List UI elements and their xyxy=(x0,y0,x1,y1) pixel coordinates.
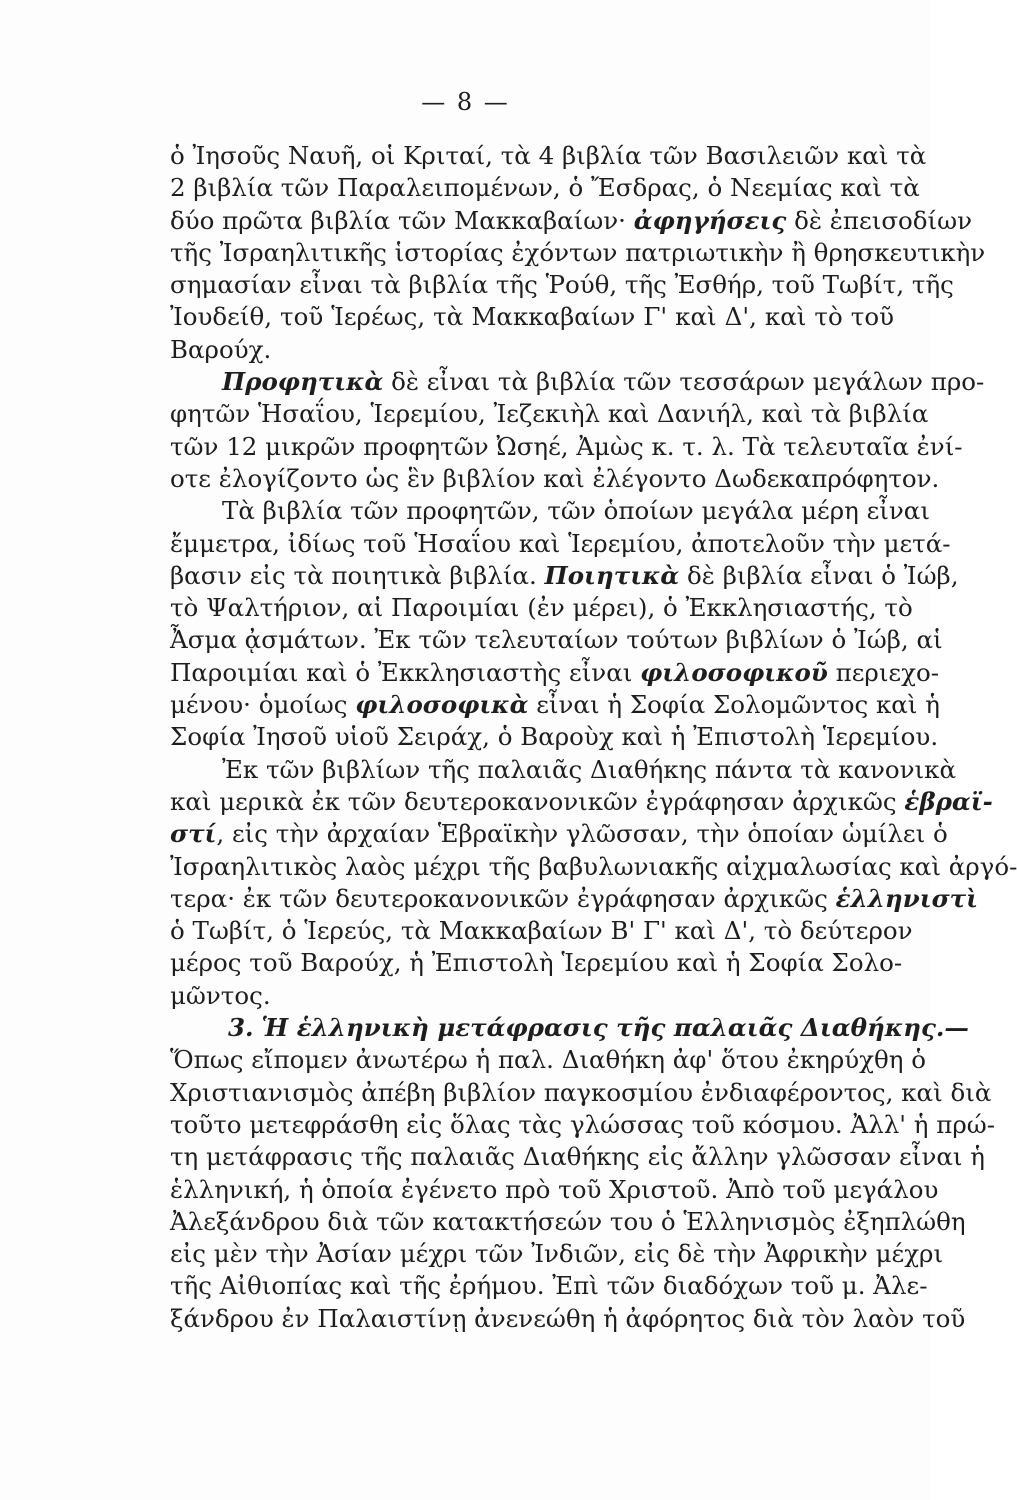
text-line xyxy=(170,560,959,592)
text-line xyxy=(170,786,993,818)
emphasis-text: ἑβραϊ- xyxy=(904,786,993,816)
text-line: ἔμμετρα, ἰδίως τοῦ Ἡσαΐου καὶ Ἱερεμίου, ἀποτελοῦν τὴν μετά- xyxy=(170,528,951,558)
body-text xyxy=(170,140,1017,1335)
text-fragment: δὲ εἶναι τὰ βιβλία τῶν τεσσάρων μεγάλων προ- xyxy=(383,367,985,397)
text-line: Ἐκ τῶν βιβλίων τῆς παλαιᾶς Διαθήκης πάντα τὰ κανονικὰ xyxy=(222,754,957,784)
emphasis-text: στί xyxy=(170,819,217,849)
text-fragment: δὲ βιβλία εἶναι ὁ Ἰώβ, xyxy=(679,560,959,590)
text-line xyxy=(170,818,948,850)
emphasis-text: Ποιητικὰ xyxy=(544,560,680,590)
emphasis-text: φιλοσοφικὰ xyxy=(355,690,529,720)
emphasis-text: Προφητικὰ xyxy=(222,367,384,397)
text-line: ξάνδρου ἐν Παλαιστίνῃ ἀνενεώθη ἡ ἀφόρητος διὰ τὸν λαὸν τοῦ xyxy=(170,1303,966,1333)
text-fragment: δύο πρῶτα βιβλία τῶν Μακκαβαίων· xyxy=(170,205,634,235)
text-fragment: δὲ ἐπεισοδίων xyxy=(786,205,973,235)
text-line: τὸ Ψαλτήριον, αἱ Παροιμίαι (ἐν μέρει), ὁ Ἐκκλησιαστής, τὸ xyxy=(170,593,913,623)
text-line: Ἰσραηλιτικὸς λαὸς μέχρι τῆς βαβυλωνιακῆς αἰχμαλωσίας καὶ ἀργό- xyxy=(170,851,1017,881)
text-line: Βαρούχ. xyxy=(170,334,272,364)
text-line: φητῶν Ἡσαΐου, Ἱερεμίου, Ἰεζεκιὴλ καὶ Δανιήλ, καὶ τὰ βιβλία xyxy=(170,399,929,429)
text-line xyxy=(170,657,939,689)
text-line: Ἆσμα ᾀσμάτων. Ἐκ τῶν τελευταίων τούτων βιβλίων ὁ Ἰώβ, αἱ xyxy=(170,625,943,655)
text-line: εἰς μὲν τὴν Ἀσίαν μέχρι τῶν Ἰνδιῶν, εἰς δὲ τὴν Ἀφρικὴν μέχρι xyxy=(170,1239,944,1269)
text-line: ἑλληνική, ἡ ὁποία ἐγένετο πρὸ τοῦ Χριστοῦ. Ἀπὸ τοῦ μεγάλου xyxy=(170,1174,939,1204)
emphasis-text: ἑλληνιστὶ xyxy=(835,883,978,913)
text-fragment: Παροιμίαι καὶ ὁ Ἐκκλησιαστὴς εἶναι xyxy=(170,657,641,687)
section-number: 3. xyxy=(228,1013,254,1043)
text-line xyxy=(170,883,978,915)
text-line: Χριστιανισμὸς ἀπέβη βιβλίον παγκοσμίου ἐνδιαφέροντος, καὶ διὰ xyxy=(170,1077,992,1107)
page-number: — 8 — xyxy=(421,88,510,116)
text-line: τη μετάφρασις τῆς παλαιᾶς Διαθήκης εἰς ἄλλην γλῶσσαν εἶναι ἡ xyxy=(170,1142,985,1172)
text-line: σημασίαν εἶναι τὰ βιβλία τῆς Ῥούθ, τῆς Ἐσθήρ, τοῦ Τωβίτ, τῆς xyxy=(170,270,954,300)
text-line: Ἰουδείθ, τοῦ Ἱερέως, τὰ Μακκαβαίων Γ' καὶ Δ', καὶ τὸ τοῦ xyxy=(170,302,894,332)
text-line: τῆς Ἰσραηλιτικῆς ἱστορίας ἐχόντων πατριωτικὴν ἢ θρησκευτικὴν xyxy=(170,237,986,267)
text-line: τοῦτο μετεφράσθη εἰς ὅλας τὰς γλώσσας τοῦ κόσμου. Ἀλλ' ἡ πρώ- xyxy=(170,1109,996,1139)
emphasis-text: φιλοσοφικοῦ xyxy=(640,657,828,687)
text-fragment: μένου· ὁμοίως xyxy=(170,690,356,720)
text-fragment: περιεχο- xyxy=(827,657,939,687)
text-fragment: βασιν εἰς τὰ ποιητικὰ βιβλία. xyxy=(170,560,545,590)
section-title: Ἡ ἑλληνικὴ μετάφρασις τῆς παλαιᾶς Διαθήκης.— xyxy=(261,1013,969,1043)
text-line: 2 βιβλία τῶν Παραλειπομένων, ὁ Ἔσδρας, ὁ Νεεμίας καὶ τὰ xyxy=(170,173,920,203)
text-line xyxy=(170,366,985,398)
text-fragment: εἶναι ἡ Σοφία Σολομῶντος καὶ ἡ xyxy=(528,690,940,720)
text-line: μέρος τοῦ Βαρούχ, ἡ Ἐπιστολὴ Ἱερεμίου καὶ ἡ Σοφία Σολο- xyxy=(170,948,903,978)
text-fragment: καὶ μερικὰ ἐκ τῶν δευτεροκανονικῶν ἐγράφησαν ἀρχικῶς xyxy=(170,786,905,816)
text-line: Σοφία Ἰησοῦ υἱοῦ Σειράχ, ὁ Βαροὺχ καὶ ἡ Ἐπιστολὴ Ἱερεμίου. xyxy=(170,722,939,752)
text-line: τῆς Αἰθιοπίας καὶ τῆς ἐρήμου. Ἐπὶ τῶν διαδόχων τοῦ μ. Ἀλε- xyxy=(170,1271,928,1301)
text-fragment: τερα· ἐκ τῶν δευτεροκανονικῶν ἐγράφησαν ἀρχικῶς xyxy=(170,883,836,913)
section-heading xyxy=(170,1012,969,1044)
emphasis-text: ἀφηγήσεις xyxy=(633,205,787,235)
text-fragment: , εἰς τὴν ἀρχαίαν Ἑβραϊκὴν γλῶσσαν, τὴν ὁποίαν ὡμίλει ὁ xyxy=(216,819,948,849)
text-line xyxy=(170,205,973,237)
text-line: Τὰ βιβλία τῶν προφητῶν, τῶν ὁποίων μεγάλα μέρη εἶναι xyxy=(222,496,930,526)
text-line: Ὅπως εἴπομεν ἀνωτέρω ἡ παλ. Διαθήκη ἀφ' ὅτου ἐκηρύχθη ὁ xyxy=(170,1045,926,1075)
text-line: οτε ἐλογίζοντο ὡς ἓν βιβλίον καὶ ἐλέγοντο Δωδεκαπρόφητον. xyxy=(170,463,940,493)
text-line: ὁ Ἰησοῦς Ναυῆ, οἱ Κριταί, τὰ 4 βιβλία τῶν Βασιλειῶν καὶ τὰ xyxy=(170,141,927,170)
text-line: ὁ Τωβίτ, ὁ Ἱερεύς, τὰ Μακκαβαίων Β' Γ' καὶ Δ', τὸ δεύτερον xyxy=(170,916,913,946)
text-line: τῶν 12 μικρῶν προφητῶν Ὠσηέ, Ἀμὼς κ. τ. λ. Τὰ τελευταῖα ἐνί- xyxy=(170,431,963,461)
text-line xyxy=(170,689,940,721)
text-line: Ἀλεξάνδρου διὰ τῶν κατακτήσεών του ὁ Ἑλληνισμὸς ἐξηπλώθη xyxy=(170,1206,966,1236)
text-line: μῶντος. xyxy=(170,980,271,1010)
